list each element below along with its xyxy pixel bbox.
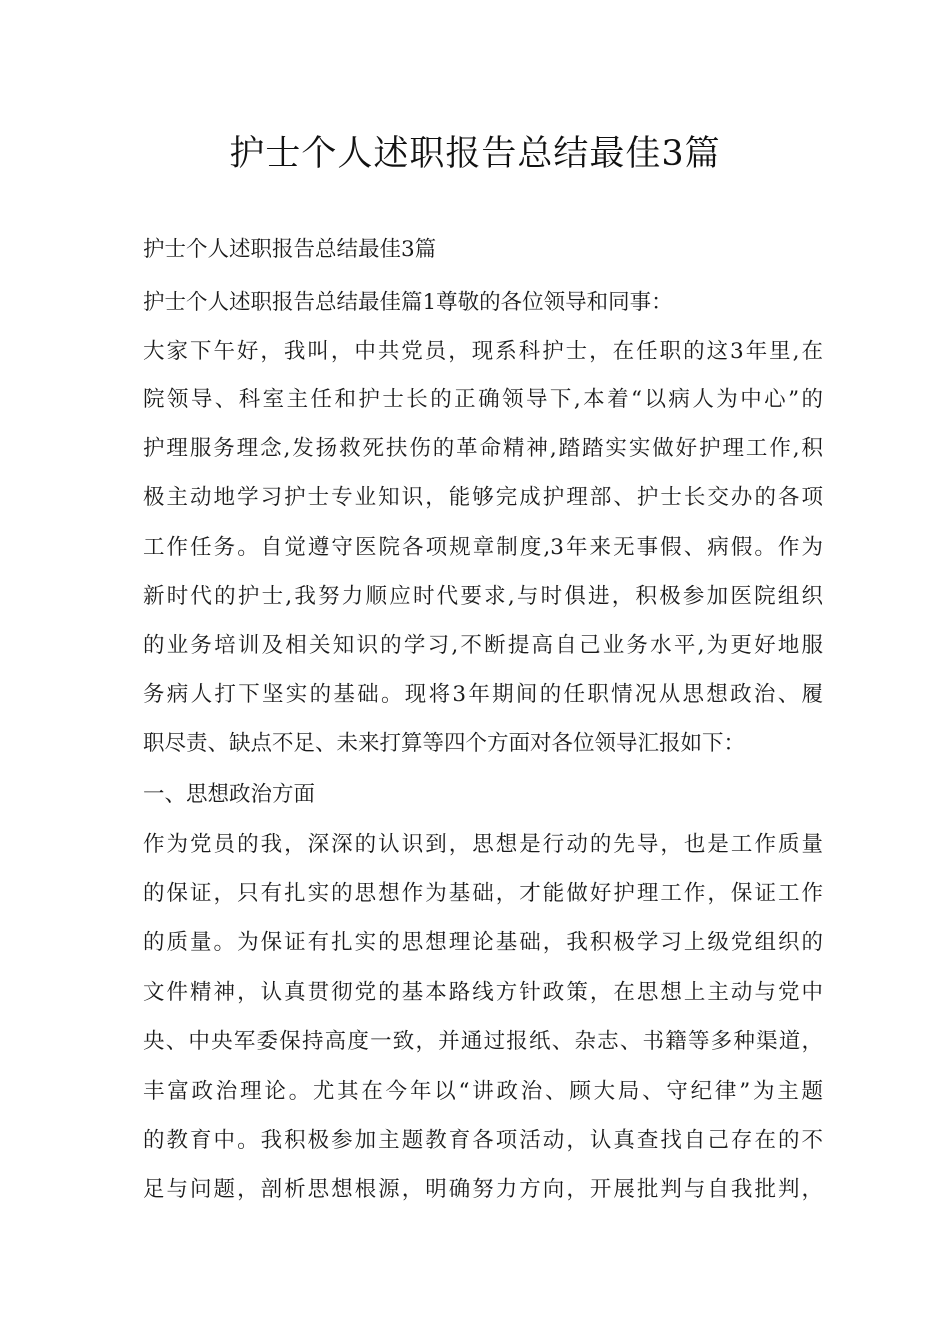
body-line: 作为党员的我，深深的认识到，思想是行动的先导，也是工作质量 — [143, 832, 823, 857]
body-line: 职尽责、缺点不足、未来打算等四个方面对各位领导汇报如下： — [143, 731, 746, 756]
body-line: 工作任务。自觉遵守医院各项规章制度,3年来无事假、病假。作为 — [143, 535, 823, 560]
body-line: 大家下午好，我叫，中共党员，现系科护士，在任职的这3年里,在 — [143, 339, 823, 364]
body-line: 务病人打下坚实的基础。现将3年期间的任职情况从思想政治、履 — [143, 682, 823, 707]
body-line: 的教育中。我积极参加主题教育各项活动，认真查找自己存在的不 — [143, 1128, 823, 1153]
body-line: 的保证，只有扎实的思想作为基础，才能做好护理工作，保证工作 — [143, 881, 823, 906]
body-line: 新时代的护士,我努力顺应时代要求,与时俱进，积极参加医院组织 — [143, 584, 823, 609]
body-line: 央、中央军委保持高度一致，并通过报纸、杂志、书籍等多种渠道， — [143, 1029, 823, 1054]
body-line: 丰富政治理论。尤其在今年以“讲政治、顾大局、守纪律”为主题 — [143, 1079, 823, 1104]
section-heading: 一、思想政治方面 — [143, 782, 316, 807]
body-line: 护士个人述职报告总结最佳3篇 — [143, 237, 437, 262]
body-line: 足与问题，剖析思想根源，明确努力方向，开展批判与自我批判， — [143, 1177, 823, 1202]
body-line: 护士个人述职报告总结最佳篇1尊敬的各位领导和同事： — [143, 290, 673, 315]
body-line: 文件精神，认真贯彻党的基本路线方针政策，在思想上主动与党中 — [143, 980, 823, 1005]
body-line: 护理服务理念,发扬救死扶伤的革命精神,踏踏实实做好护理工作,积 — [143, 436, 823, 461]
body-line: 的质量。为保证有扎实的思想理论基础，我积极学习上级党组织的 — [143, 930, 823, 955]
document-title: 护士个人述职报告总结最佳3篇 — [229, 134, 721, 174]
body-line: 极主动地学习护士专业知识，能够完成护理部、护士长交办的各项 — [143, 485, 823, 510]
body-line: 院领导、科室主任和护士长的正确领导下,本着“以病人为中心”的 — [143, 387, 823, 412]
body-line: 的业务培训及相关知识的学习,不断提高自己业务水平,为更好地服 — [143, 633, 823, 658]
